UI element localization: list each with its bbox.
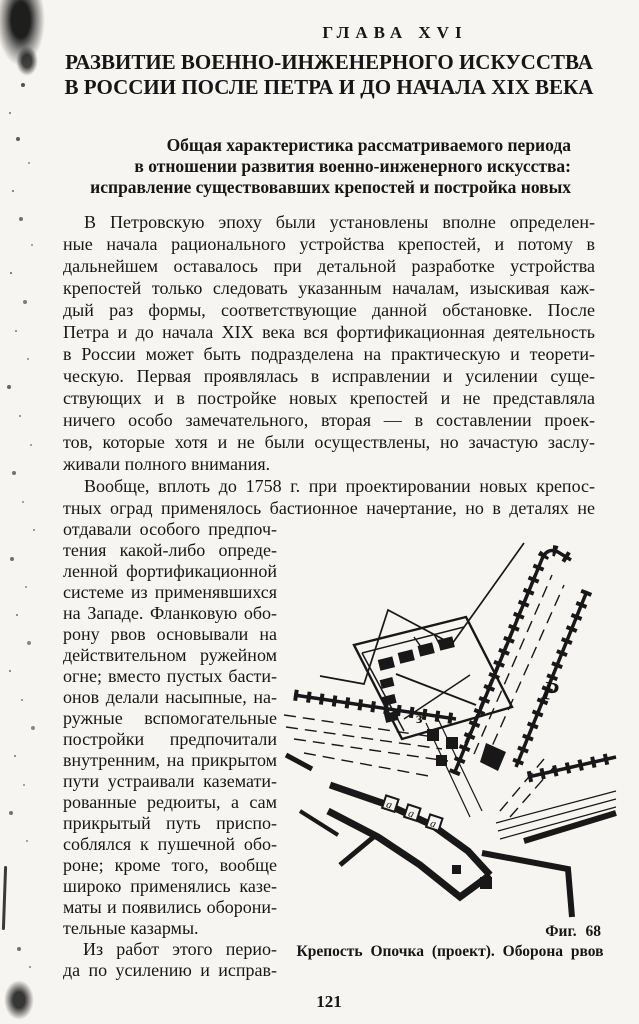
- column-line: ленной фортификационной: [63, 561, 277, 581]
- section-subtitle: [63, 135, 571, 198]
- body-line: ничего особо замечательного, вторая — в составлении проек-: [63, 410, 595, 430]
- column-line: постройки предпочитали: [63, 729, 277, 749]
- river-band: [454, 551, 616, 777]
- body-line: Петра и до начала XIX века вся фортификационная деятельность: [63, 322, 595, 342]
- column-line: прикрытый путь приспо-: [63, 813, 277, 833]
- scan-noise-line: [2, 866, 7, 930]
- scan-noise-blob: [4, 980, 34, 1020]
- column-line: пути устраивали каземати-: [63, 771, 277, 791]
- column-line: соблялся к пушечной обо-: [63, 834, 277, 854]
- body-line: тных оград применялось бастионное начертание, но в деталях не: [63, 498, 595, 518]
- body-line: В Петровскую эпоху были установлены вполне определен-: [84, 212, 595, 232]
- river-label: Р: [540, 675, 560, 707]
- body-line: дальнейшем оставалось при детальной разработке устройства: [63, 256, 595, 276]
- z-label: з: [416, 710, 423, 727]
- column-line: отдавали особого предпоч-: [63, 519, 277, 539]
- section-subtitle-line-2: в отношении развития военно-инженерного искусства:: [134, 156, 571, 176]
- column-line: рону рвов основывали на: [63, 624, 277, 644]
- scan-noise-blob: [16, 46, 38, 76]
- body-line: в России может быть подразделена на практическую и теорети-: [63, 344, 595, 364]
- a-label: а: [428, 817, 438, 831]
- column-line: да по усилению и исправ-: [63, 960, 277, 980]
- body-line: ствующих и в постройке новых крепостей и не представляла: [63, 388, 595, 408]
- figure-caption-number: Фиг. 68: [545, 923, 601, 940]
- column-line: действительном ружейном: [63, 645, 277, 665]
- section-subtitle-line-1: Общая характеристика рассматриваемого периода: [166, 135, 571, 155]
- body-line: Вообще, вплоть до 1758 г. при проектировании новых крепос-: [84, 476, 595, 496]
- column-line: огне; вместо пустых басти-: [63, 666, 277, 686]
- river-crossing: [426, 719, 482, 817]
- section-subtitle-line-3: исправление существовавших крепостей и постройка новых: [90, 177, 571, 197]
- chapter-heading: ГЛАВА XVI: [322, 23, 468, 42]
- figure-68: [283, 519, 617, 981]
- text-and-figure-row: [63, 519, 615, 981]
- glacis-outline: [320, 543, 524, 684]
- column-line: ружные вспомогательные: [63, 708, 277, 728]
- body-line: ные начала рационального устройства крепостей, и потому в: [63, 234, 595, 254]
- page-title-line-2: В РОССИИ ПОСЛЕ ПЕТРА И ДО НАЧАЛА XIX ВЕКА: [64, 75, 594, 99]
- column-line: Из работ этого перио-: [83, 939, 277, 959]
- column-line: системе из применявшихся: [63, 582, 277, 602]
- a-label: а: [406, 807, 416, 821]
- body-line: крепостей только следовать указанным началам, изыскивая каж-: [63, 278, 595, 298]
- page-title: [63, 50, 595, 100]
- column-line: рованные редюиты, а сам: [63, 792, 277, 812]
- body-line: дый раз формы, соответствующие данной обстановке. После: [63, 300, 595, 320]
- a-label: а: [384, 798, 394, 812]
- body-line: тов, которые хотя и не были осуществлены, но зачастую заслу-: [63, 432, 595, 452]
- column-line: на Западе. Фланковую обо-: [63, 603, 277, 623]
- column-line: тельные казармы.: [63, 918, 199, 938]
- bastion-works: [286, 755, 616, 917]
- body-line: живали полного внимания.: [63, 454, 271, 474]
- fortress-map-figure: [283, 519, 617, 919]
- column-line: маты и появились оборони-: [63, 897, 277, 917]
- column-line: онов делали насыпные, на-: [63, 687, 277, 707]
- body-text: [63, 211, 595, 519]
- column-line: широко применялись казе-: [63, 876, 277, 896]
- body-line: ческую. Первая проявлялась в исправлении и усилении суще-: [63, 366, 595, 386]
- column-line: роне; кроме того, вообще: [63, 855, 277, 875]
- page-number: 121: [316, 992, 342, 1011]
- figure-caption-title: Крепость Опочка (проект). Оборона рвов: [296, 943, 604, 960]
- left-text-column: [63, 519, 277, 981]
- column-line: тения какой-либо опреде-: [63, 540, 277, 560]
- page-title-line-1: РАЗВИТИЕ ВОЕННО-ИНЖЕНЕРНОГО ИСКУССТВА: [65, 50, 593, 74]
- scan-noise-left-edge: [0, 0, 52, 1024]
- scan-noise-specks: [0, 0, 2, 2]
- scan-noise-blob: [0, 0, 46, 68]
- column-line: внутренним, на прикрытом: [63, 750, 277, 770]
